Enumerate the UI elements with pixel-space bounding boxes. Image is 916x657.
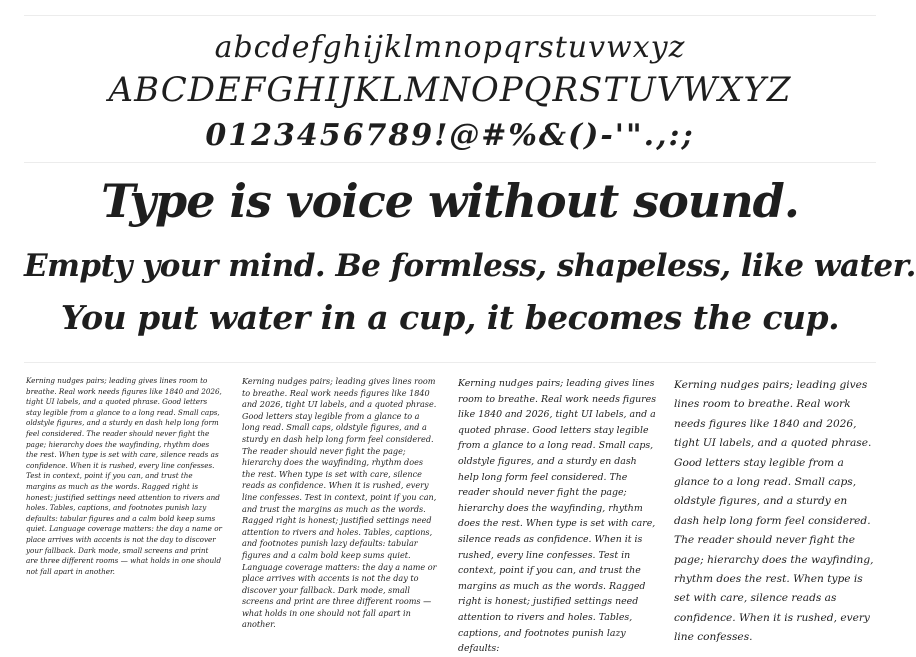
body-column-smallest: Kerning nudges pairs; leading gives lines room to breathe. Real work needs figures like 1840 and 2026, tight UI labels, and a quoted phrase. Good letters stay legible from a glance to a long read. Small caps, oldstyle figures, and a sturdy en dash help long form feel considered. The reader should never fight the page; hierarchy does the wayfinding, rhythm does the rest. When type is set with care, silence reads as confidence. When it is rushed, every line confesses. Test in context, point if you can, and trust the margins as much as the words. Ragged right is honest; justified settings need attention to rivers and holes. Tables, captions, and footnotes punish lazy defaults: tabular figures and a calm bold keep sums quiet. Language coverage matters: the day a name or place arrives with accents is not the day to discover your fallback. Dark mode, small screens and print are three different rooms — what holds in one should not fall apart in another. [26,376,222,576]
uppercase-glyphs: ABCDEFGHIJKLMNOPQRSTUVWXYZ [108,70,792,110]
display-headline: Type is voice without sound. [101,174,799,228]
figures-and-punctuation: 0123456789!@#%&()-'".,:; [205,118,695,153]
body-column-small: Kerning nudges pairs; leading gives lines room to breathe. Real work needs figures like 1840 and 2026, tight UI labels, and a quoted phrase. Good letters stay legible from a glance to a long read. Small caps, oldstyle figures, and a sturdy en dash help long form feel considered. The reader should never fight the page; hierarchy does the wayfinding, rhythm does the rest. When type is set with care, silence reads as confidence. When it is rushed, every line confesses. Test in context, point if you can, and trust the margins as much as the words. Ragged right is honest; justified settings need attention to rivers and holes. Tables, captions, and footnotes punish lazy defaults: tabular figures and a calm bold keep sums quiet. Language coverage matters: the day a name or place arrives with accents is not the day to discover your fallback. Dark mode, small screens and print are three different rooms — what holds in one should not fall apart in another. [242,376,437,630]
display-line-2: Empty your mind. Be formless, shapeless, like water. [24,248,916,284]
body-column-medium: Kerning nudges pairs; leading gives lines room to breathe. Real work needs figures like 1840 and 2026, tight UI labels, and a quoted phrase. Good letters stay legible from a glance to a long read. Small caps, oldstyle figures, and a sturdy en dash help long form feel considered. The reader should never fight the page; hierarchy does the wayfinding, rhythm does the rest. When type is set with care, silence reads as confidence. When it is rushed, every line confesses. Test in context, point if you can, and trust the margins as much as the words. Ragged right is honest; justified settings need attention to rivers and holes. Tables, captions, and footnotes punish lazy defaults: [458,378,657,655]
lowercase-glyphs: abcdefghijklmnopqrstuvwxyz [214,30,686,65]
glyphs-divider [24,162,876,163]
display-divider [24,362,876,363]
body-column-large: Kerning nudges pairs; leading gives lines room to breathe. Real work needs figures like 1840 and 2026, tight UI labels, and a quoted phrase. Good letters stay legible from a glance to a long read. Small caps, oldstyle figures, and a sturdy en dash help long form feel considered. The reader should never fight the page; hierarchy does the wayfinding, rhythm does the rest. When type is set with care, silence reads as confidence. When it is rushed, every line confesses. [674,379,874,644]
display-line-3: You put water in a cup, it becomes the cup. [60,298,840,337]
top-divider [24,15,876,16]
